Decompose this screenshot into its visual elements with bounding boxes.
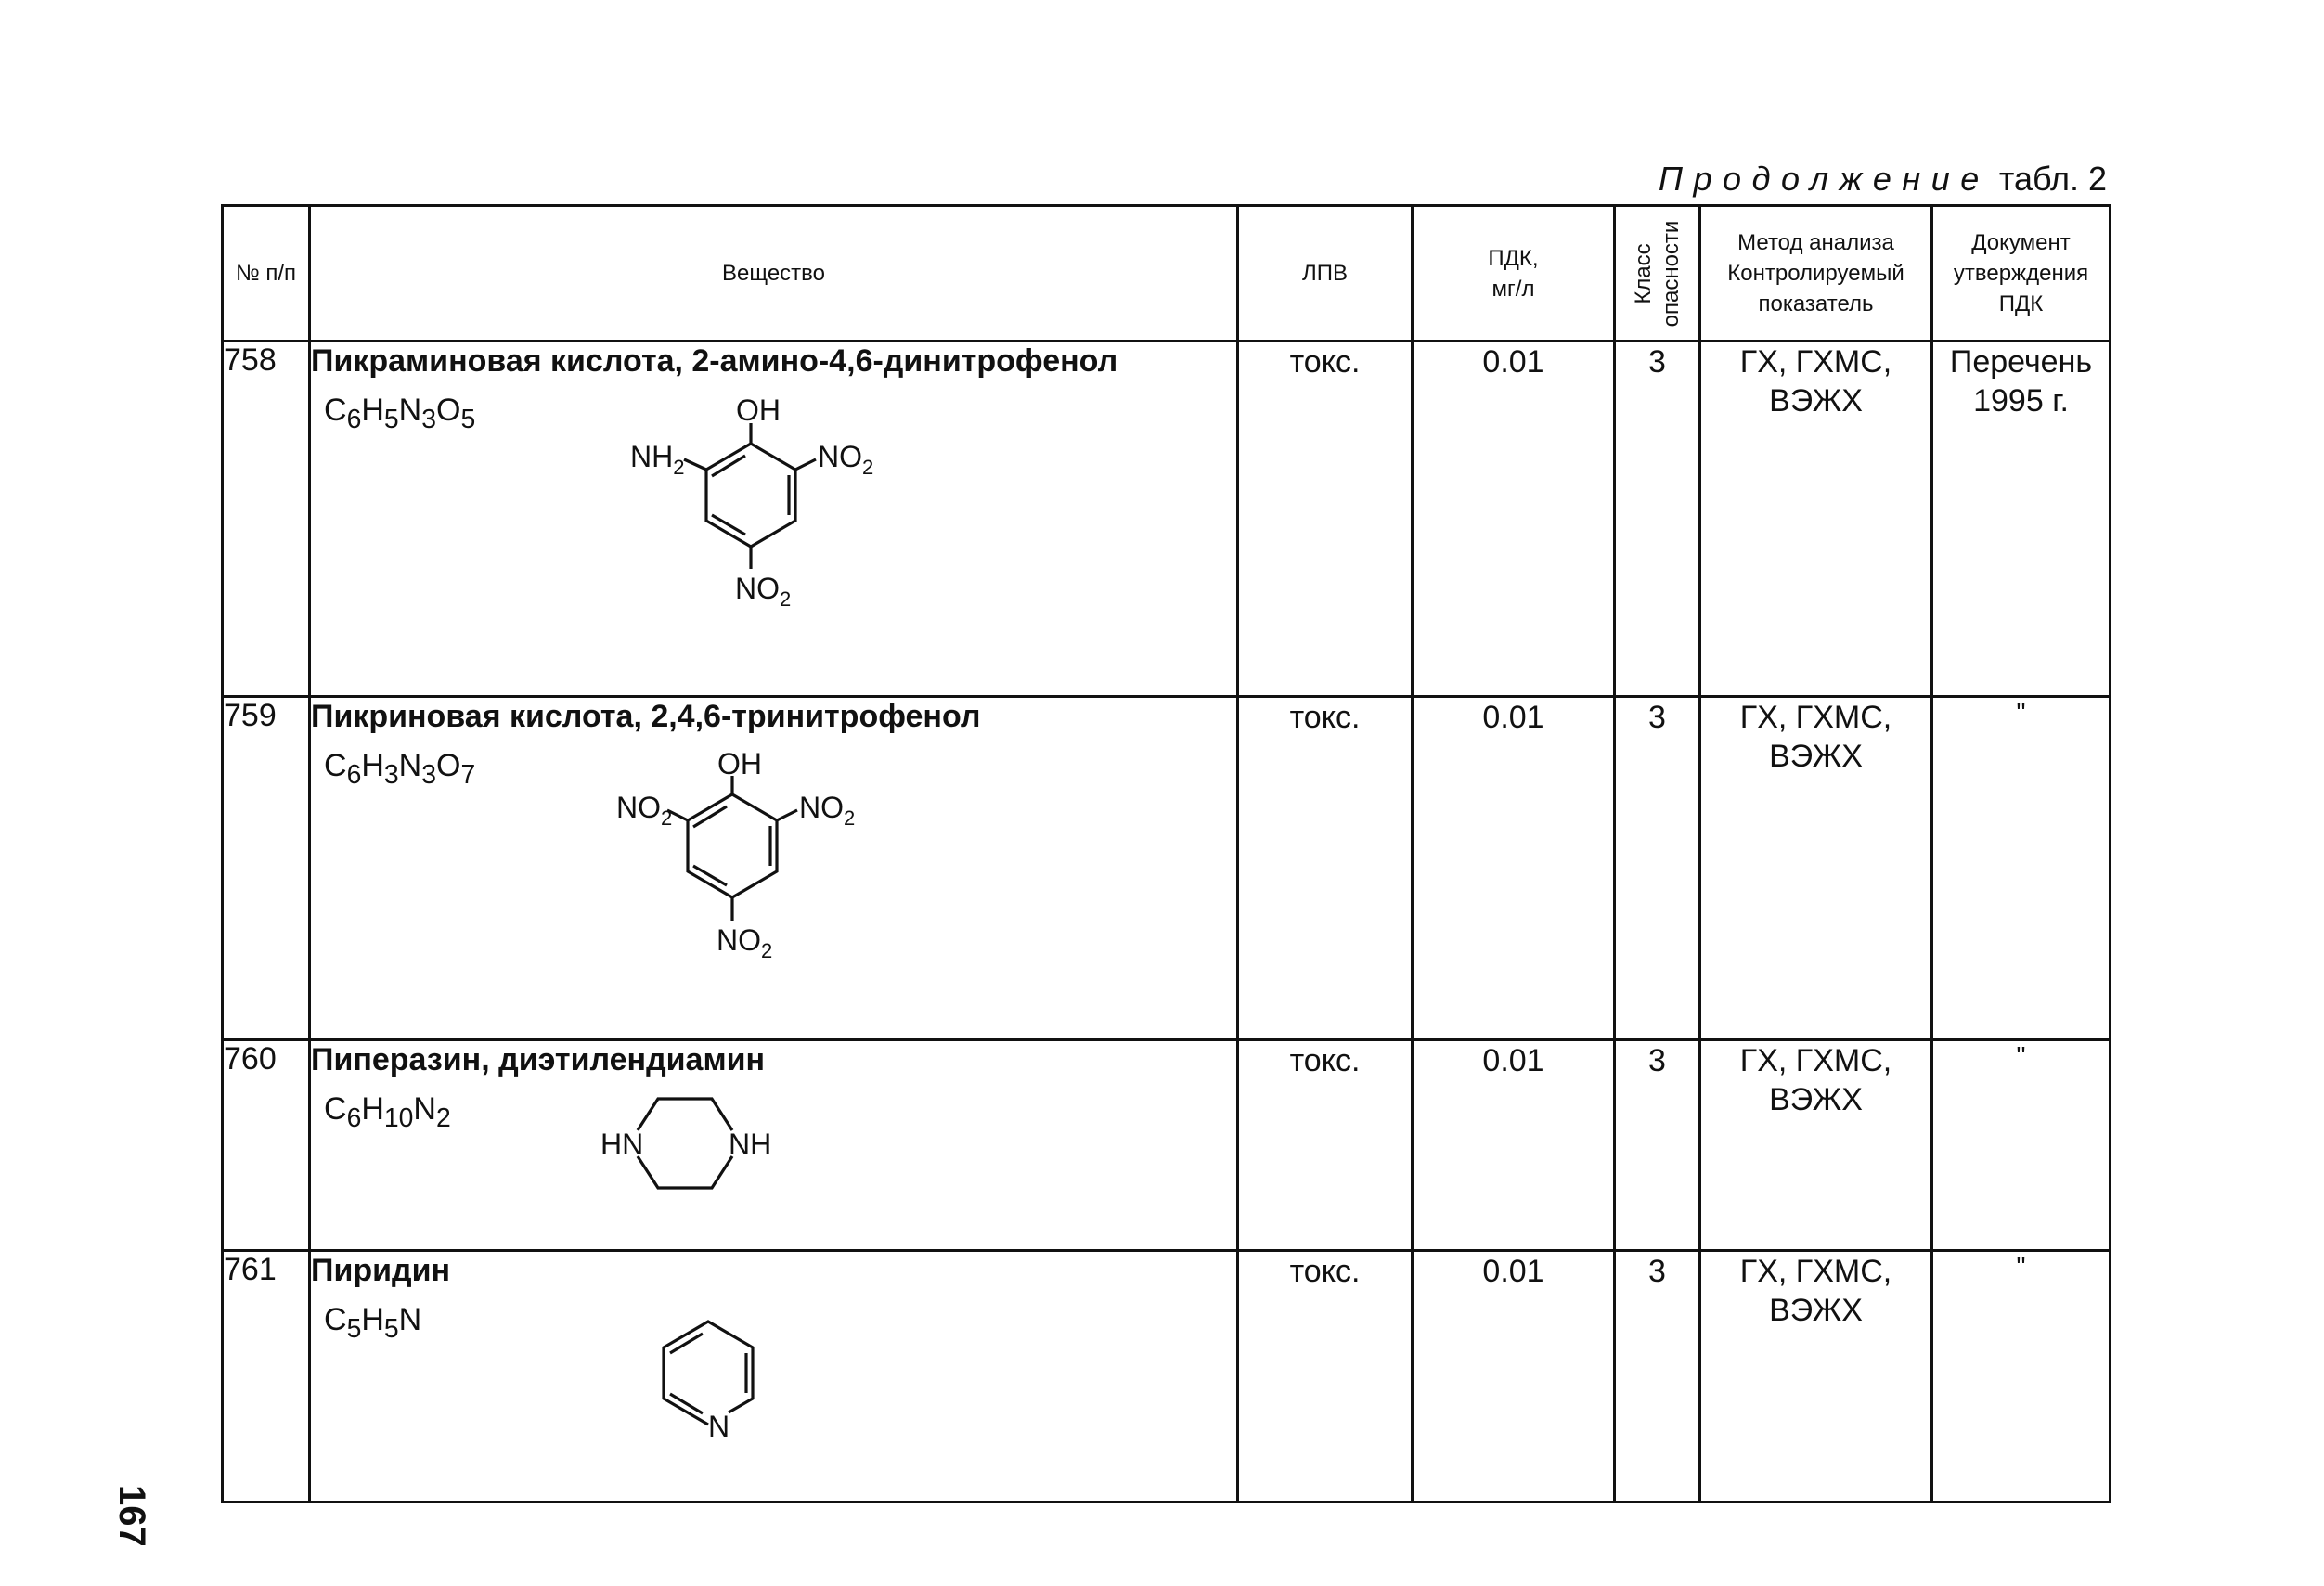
table-row <box>223 1040 2111 1251</box>
substance-name: Пиридин <box>311 1253 451 1288</box>
double-bond <box>693 866 727 885</box>
row-number: 759 <box>223 697 310 1040</box>
piperazine-structure <box>547 1091 936 1212</box>
bond-right <box>777 810 797 820</box>
document-ditto-mark: " <box>1932 1040 2111 1251</box>
oh-label: OH <box>717 748 762 780</box>
hazard-class-cell: 3 <box>1615 1040 1700 1251</box>
document-ditto-mark: " <box>1932 697 2111 1040</box>
pdk-cell: 0.01 <box>1413 342 1615 697</box>
substance-name: Пикриновая кислота, 2,4,6-тринитрофенол <box>311 699 981 734</box>
substance-cell <box>310 1251 1238 1502</box>
col-header-lpv: ЛПВ <box>1238 206 1413 342</box>
benzene-ring <box>688 794 777 897</box>
pyridine-structure <box>547 1302 936 1460</box>
method-cell: ГХ, ГХМС, ВЭЖХ <box>1700 1040 1932 1251</box>
col-header-hazard-class: Класс опасности <box>1615 206 1700 342</box>
nitrogen-label: N <box>708 1410 730 1443</box>
ring-top-bonds <box>638 1099 732 1130</box>
col-header-method: Метод анализа Контролируемый показатель <box>1700 206 1932 342</box>
table-row <box>223 697 2111 1040</box>
hazard-class-cell: 3 <box>1615 1251 1700 1502</box>
row-number: 761 <box>223 1251 310 1502</box>
bond-right <box>795 459 816 470</box>
col-header-number: № п/п <box>223 206 310 342</box>
right-amine-label: NH <box>729 1128 772 1161</box>
double-bond <box>712 515 745 535</box>
molecular-formula: $C_6H_3N_3O_7$ <box>324 748 476 790</box>
lpv-cell: токс. <box>1238 1040 1413 1251</box>
right-label: $NO_2$ <box>799 791 856 830</box>
document-cell: Перечень 1995 г. <box>1932 342 2111 697</box>
header-row <box>223 206 2111 342</box>
method-cell: ГХ, ГХМС, ВЭЖХ <box>1700 1251 1932 1502</box>
lpv-cell: токс. <box>1238 342 1413 697</box>
picramic-acid-structure <box>547 393 936 634</box>
page-number: 167 <box>111 1485 152 1547</box>
hazard-class-cell: 3 <box>1615 697 1700 1040</box>
picric-acid-structure <box>547 748 936 980</box>
left-amine-label: HN <box>600 1128 644 1161</box>
left-label: $NH_2$ <box>630 440 685 479</box>
left-label: $NO_2$ <box>616 791 673 830</box>
double-bond <box>693 806 727 827</box>
col-header-substance: Вещество <box>310 206 1238 342</box>
bond-left <box>684 459 706 470</box>
row-number: 758 <box>223 342 310 697</box>
table-continuation-caption <box>1392 156 2107 202</box>
ring-bottom-bonds <box>638 1156 732 1188</box>
col-header-pdk: ПДК, мг/л <box>1413 206 1615 342</box>
substance-cell <box>310 697 1238 1040</box>
table-row <box>223 342 2111 697</box>
method-cell: ГХ, ГХМС, ВЭЖХ <box>1700 697 1932 1040</box>
structure-diagram <box>547 1302 936 1460</box>
molecular-formula: $C_6H_{10}N_2$ <box>324 1091 451 1133</box>
molecular-formula: $C_6H_5N_3O_5$ <box>324 393 476 434</box>
pdk-cell: 0.01 <box>1413 1040 1615 1251</box>
continuation-word: Продолжение <box>1658 160 1990 198</box>
lpv-cell: токс. <box>1238 1251 1413 1502</box>
benzene-ring <box>706 444 795 547</box>
col-header-document: Документ утверждения ПДК <box>1932 206 2111 342</box>
structure-diagram <box>547 393 936 634</box>
pdk-cell: 0.01 <box>1413 1251 1615 1502</box>
hazard-class-cell: 3 <box>1615 342 1700 697</box>
bottom-label: $NO_2$ <box>717 923 773 962</box>
lpv-cell: токс. <box>1238 697 1413 1040</box>
substance-cell <box>310 342 1238 697</box>
double-bond <box>712 456 745 476</box>
structure-diagram <box>547 1091 936 1212</box>
oh-label: OH <box>736 393 781 427</box>
molecular-formula: $C_5H_5N$ <box>324 1302 422 1344</box>
table-reference: табл. 2 <box>1998 160 2107 198</box>
double-bond <box>670 1334 703 1353</box>
substance-name: Пиперазин, диэтилендиамин <box>311 1042 766 1077</box>
table-row <box>223 1251 2111 1502</box>
mpc-table <box>221 204 2111 1503</box>
structure-diagram <box>547 748 936 980</box>
method-cell: ГХ, ГХМС, ВЭЖХ <box>1700 342 1932 697</box>
pdk-cell: 0.01 <box>1413 697 1615 1040</box>
right-label: $NO_2$ <box>818 440 874 479</box>
bottom-label: $NO_2$ <box>735 572 792 611</box>
substance-name: Пикраминовая кислота, 2-амино-4,6-динитрофенол <box>311 343 1118 379</box>
substance-cell <box>310 1040 1238 1251</box>
row-number: 760 <box>223 1040 310 1251</box>
document-ditto-mark: " <box>1932 1251 2111 1502</box>
